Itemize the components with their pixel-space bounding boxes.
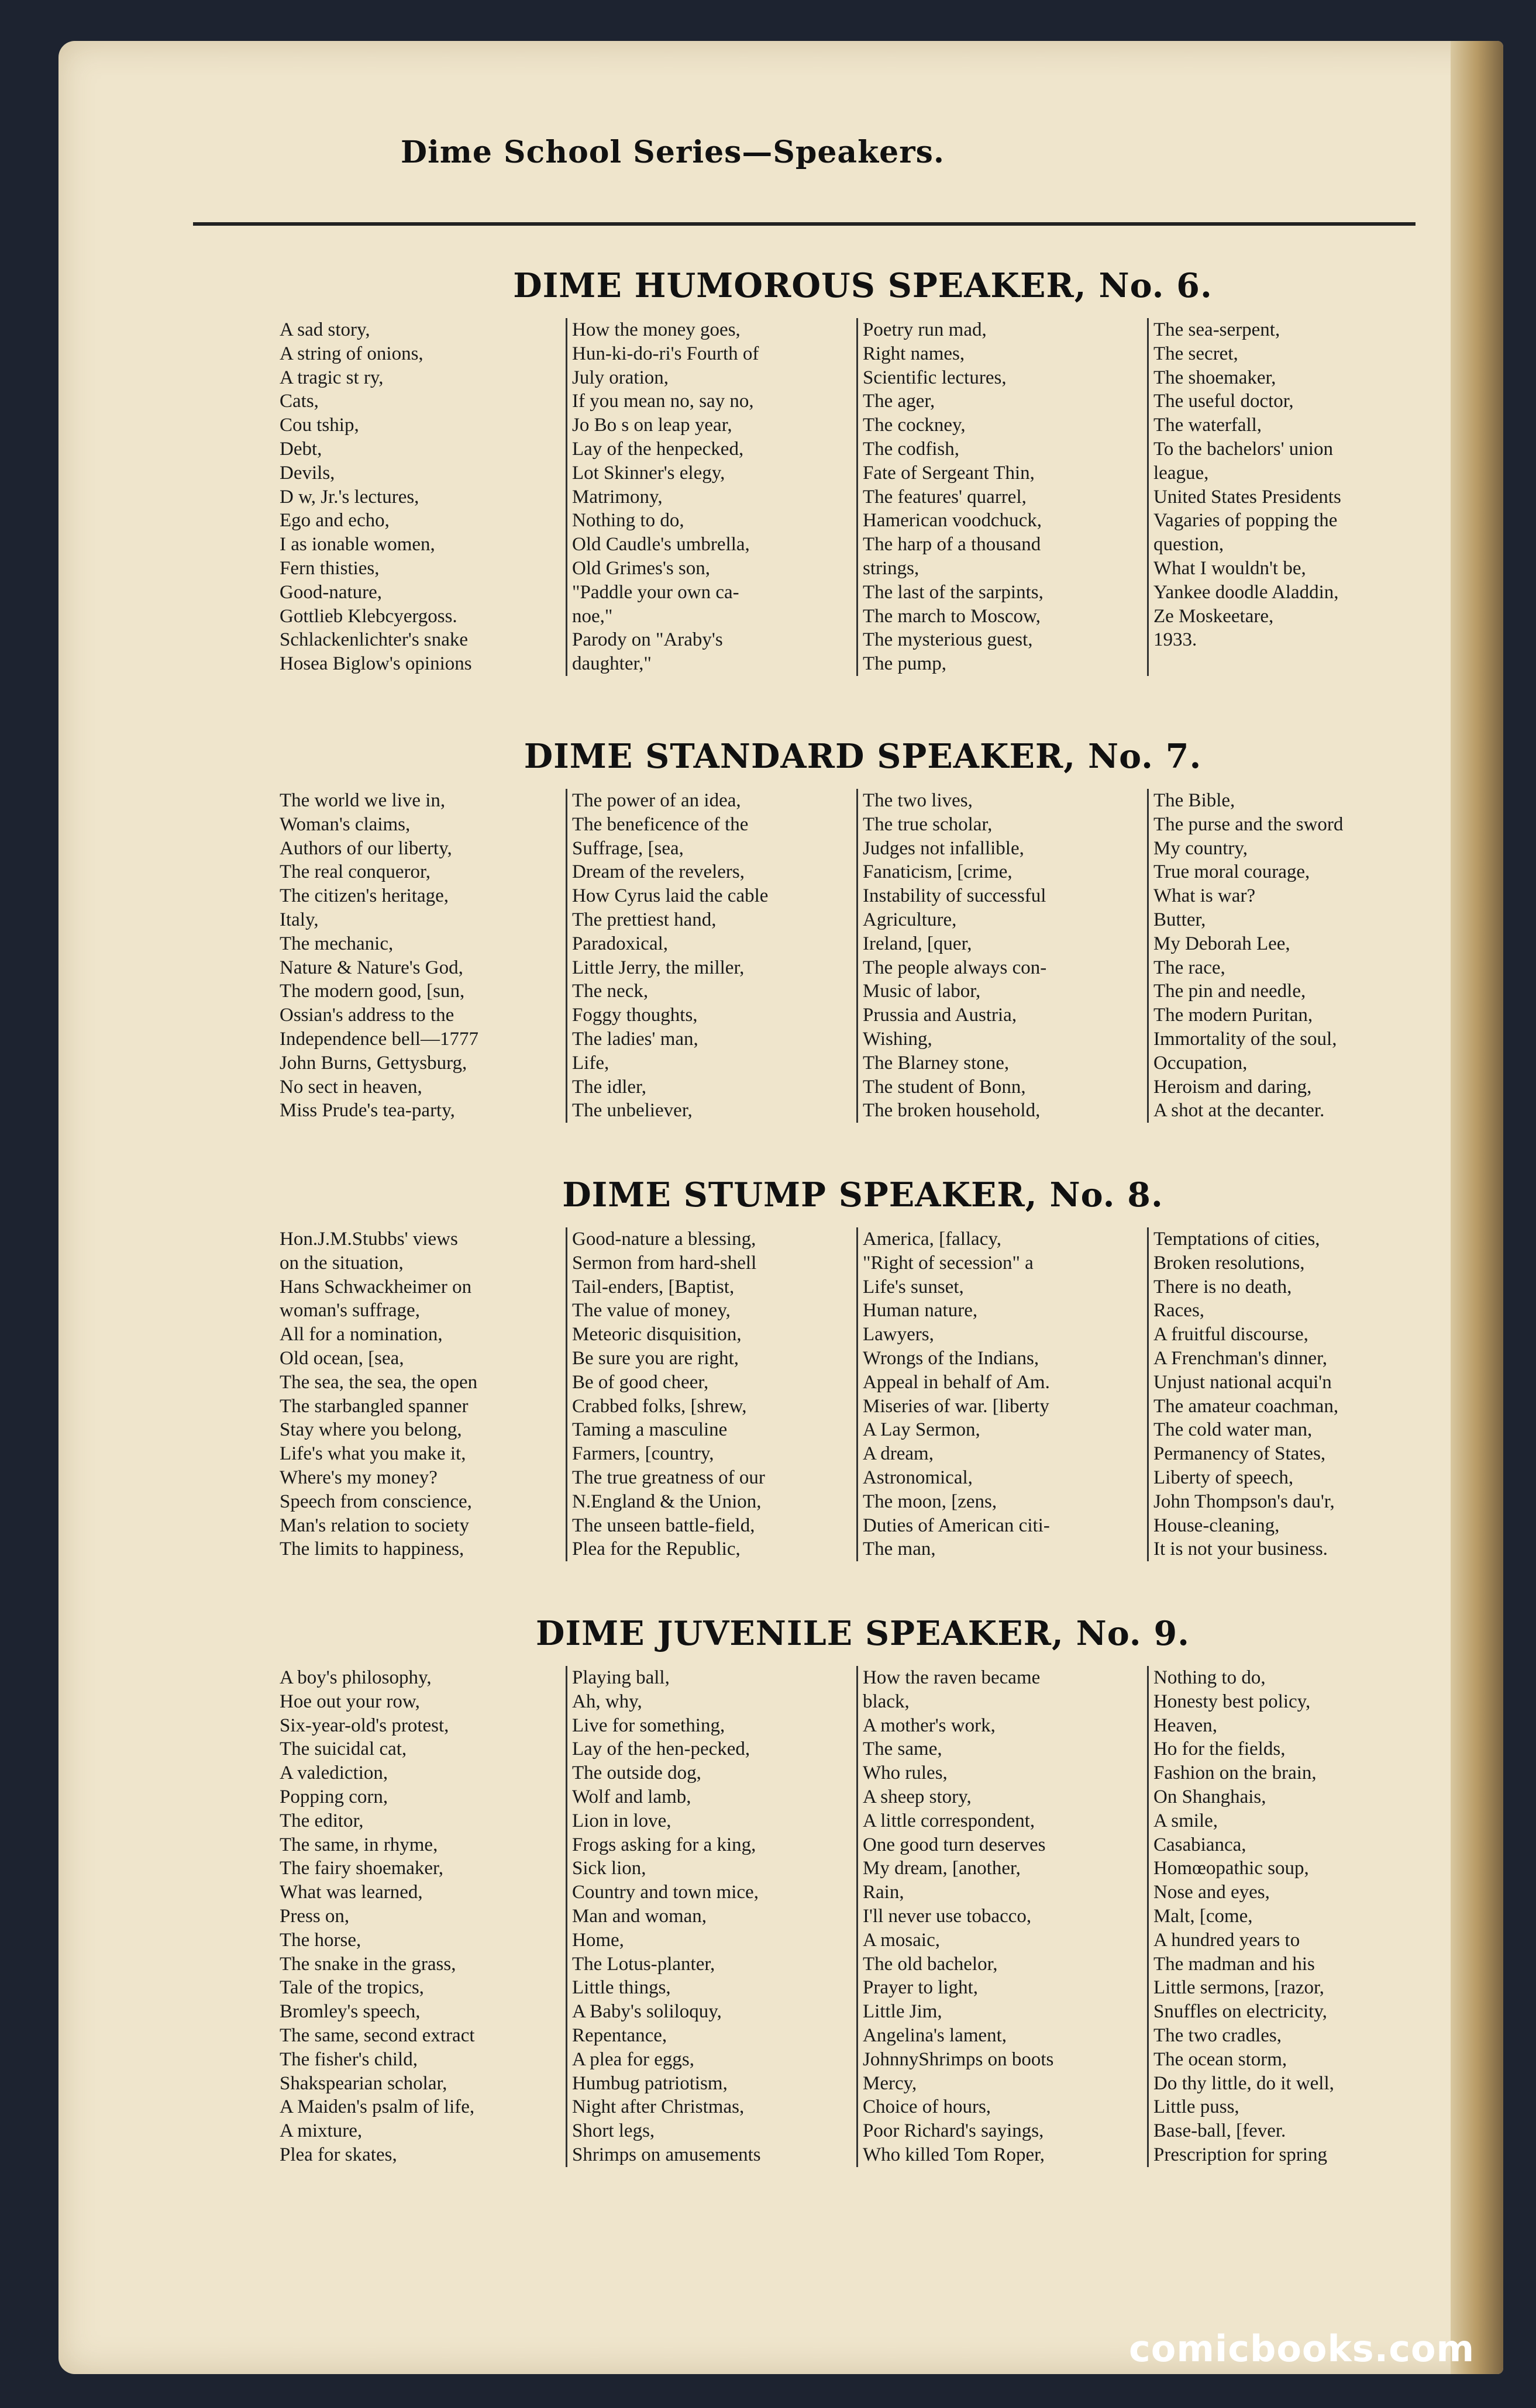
- list-item: A boy's philosophy,: [280, 1667, 432, 1688]
- list-item: Ego and echo,: [280, 510, 390, 532]
- list-item: Schlackenlichter's snake: [280, 629, 469, 651]
- list-item: Heroism and daring,: [1153, 1076, 1312, 1098]
- list-item: Temptations of cities,: [1153, 1229, 1320, 1250]
- list-item: Lion in love,: [572, 1810, 671, 1831]
- list-item: Night after Christmas,: [572, 2096, 745, 2118]
- list-item: Farmers, [country,: [572, 1443, 714, 1465]
- list-item: Hamerican voodchuck,: [863, 510, 1042, 532]
- list-item: A dream,: [863, 1443, 934, 1465]
- list-item: The waterfall,: [1153, 415, 1262, 436]
- column: [856, 318, 1147, 676]
- list-item: Sick lion,: [572, 1858, 646, 1879]
- list-item: The cockney,: [863, 415, 966, 436]
- list-item: Who killed Tom Roper,: [863, 2144, 1045, 2165]
- list-item: America, [fallacy,: [863, 1229, 1001, 1250]
- list-item: Ah, why,: [572, 1691, 642, 1712]
- list-item: On Shanghais,: [1153, 1786, 1266, 1807]
- list-item: Fern thisties,: [280, 557, 380, 579]
- list-item: Cats,: [280, 391, 319, 412]
- list-item: Liberty of speech,: [1153, 1467, 1294, 1488]
- list-item: A string of onions,: [280, 343, 423, 364]
- list-item: Hun-ki-do-ri's Fourth of: [572, 343, 759, 364]
- column: [1147, 1666, 1438, 2167]
- section-stump-speaker: [275, 1175, 1451, 1561]
- list-item: The harp of a thousand: [863, 534, 1041, 556]
- list-item: Angelina's lament,: [863, 2024, 1007, 2046]
- list-item: Rain,: [863, 1882, 904, 1903]
- list-item: The citizen's heritage,: [280, 885, 449, 907]
- list-item: N.England & the Union,: [572, 1491, 762, 1512]
- list-item: The neck,: [572, 981, 649, 1002]
- list-item: Wishing,: [863, 1028, 932, 1050]
- list-item: Lay of the henpecked,: [572, 438, 744, 460]
- list-item: The starbangled spanner: [280, 1395, 469, 1417]
- list-item: Press on,: [280, 1905, 350, 1927]
- list-item: The moon, [zens,: [863, 1491, 997, 1512]
- list-item: Paradoxical,: [572, 933, 669, 954]
- list-item: A Maiden's psalm of life,: [280, 2096, 475, 2118]
- list-item: Shakspearian scholar,: [280, 2072, 447, 2094]
- list-item: woman's suffrage,: [280, 1300, 420, 1322]
- list-item: Nothing to do,: [572, 510, 684, 532]
- list-item: The codfish,: [863, 438, 959, 460]
- section-title: DIME STANDARD SPEAKER, No. 7.: [524, 737, 1202, 776]
- list-item: The mysterious guest,: [863, 629, 1033, 651]
- list-item: My dream, [another,: [863, 1858, 1021, 1879]
- section-title: DIME HUMOROUS SPEAKER, No. 6.: [513, 266, 1213, 305]
- list-item: How the money goes,: [572, 319, 741, 340]
- list-item: Duties of American citi-: [863, 1515, 1050, 1536]
- list-item: Gottlieb Klebcyergoss.: [280, 605, 457, 627]
- list-item: The shoemaker,: [1153, 367, 1276, 388]
- list-item: Wolf and lamb,: [572, 1786, 691, 1807]
- list-item: A sheep story,: [863, 1786, 972, 1807]
- list-item: The student of Bonn,: [863, 1076, 1026, 1098]
- section-title: DIME JUVENILE SPEAKER, No. 9.: [535, 1614, 1190, 1653]
- list-item: The real conqueror,: [280, 861, 431, 883]
- list-item: Plea for skates,: [280, 2144, 397, 2165]
- list-item: Plea for the Republic,: [572, 1538, 741, 1560]
- list-item: Old Grimes's son,: [572, 557, 711, 579]
- list-item: Suffrage, [sea,: [572, 837, 684, 859]
- list-item: Little Jerry, the miller,: [572, 957, 745, 978]
- list-item: All for a nomination,: [280, 1324, 443, 1346]
- list-item: What is war?: [1153, 885, 1256, 907]
- list-item: The beneficence of the: [572, 813, 749, 835]
- list-item: A Lay Sermon,: [863, 1419, 980, 1441]
- list-item: What was learned,: [280, 1882, 423, 1903]
- list-item: league,: [1153, 462, 1209, 484]
- list-item: Matrimony,: [572, 486, 663, 508]
- list-item: Sermon from hard-shell: [572, 1252, 757, 1274]
- list-item: D w, Jr.'s lectures,: [280, 486, 419, 508]
- list-item: Base-ball, [fever.: [1153, 2120, 1286, 2142]
- list-item: "Right of secession" a: [863, 1252, 1034, 1274]
- list-item: The pump,: [863, 653, 946, 675]
- list-item: There is no death,: [1153, 1276, 1292, 1298]
- list-item: Nothing to do,: [1153, 1667, 1266, 1688]
- list-item: Unjust national acqui'n: [1153, 1371, 1332, 1393]
- list-item: Lawyers,: [863, 1324, 934, 1346]
- list-item: Dream of the revelers,: [572, 861, 745, 883]
- list-item: Good-nature a blessing,: [572, 1229, 756, 1250]
- list-item: Music of labor,: [863, 981, 981, 1002]
- column: [566, 1227, 856, 1561]
- list-item: A Baby's soliloquy,: [572, 2001, 722, 2023]
- list-item: black,: [863, 1691, 910, 1712]
- column: [1147, 789, 1438, 1123]
- list-item: Little sermons, [razor,: [1153, 1977, 1324, 1999]
- list-item: Ze Moskeetare,: [1153, 605, 1274, 627]
- list-item: The same, second extract: [280, 2024, 475, 2046]
- column: [275, 1666, 566, 2167]
- list-item: Taming a masculine: [572, 1419, 728, 1441]
- list-item: The true scholar,: [863, 813, 993, 835]
- column: [275, 1227, 566, 1561]
- list-item: Life's what you make it,: [280, 1443, 466, 1465]
- list-item: It is not your business.: [1153, 1538, 1328, 1560]
- list-item: Speech from conscience,: [280, 1491, 472, 1512]
- list-item: strings,: [863, 557, 919, 579]
- list-item: Little things,: [572, 1977, 671, 1999]
- section-juvenile-speaker: [275, 1614, 1451, 2167]
- list-item: A plea for eggs,: [572, 2048, 694, 2070]
- list-item: Meteoric disquisition,: [572, 1324, 742, 1346]
- list-item: The world we live in,: [280, 790, 446, 811]
- list-item: Who rules,: [863, 1762, 948, 1784]
- list-item: Authors of our liberty,: [280, 837, 452, 859]
- list-item: The prettiest hand,: [572, 909, 717, 930]
- list-item: Races,: [1153, 1300, 1205, 1322]
- running-head: Dime School Series—Speakers.: [400, 134, 945, 170]
- list-item: Crabbed folks, [shrew,: [572, 1395, 747, 1417]
- list-item: Mercy,: [863, 2072, 917, 2094]
- list-item: My Deborah Lee,: [1153, 933, 1290, 954]
- list-item: Choice of hours,: [863, 2096, 991, 2118]
- list-item: United States Presidents: [1153, 486, 1341, 508]
- list-item: The suicidal cat,: [280, 1738, 407, 1760]
- list-item: The modern Puritan,: [1153, 1005, 1313, 1026]
- list-item: The limits to happiness,: [280, 1538, 464, 1560]
- section-columns: [275, 1227, 1451, 1561]
- list-item: Hans Schwackheimer on: [280, 1276, 472, 1298]
- list-item: The march to Moscow,: [863, 605, 1041, 627]
- list-item: Ossian's address to the: [280, 1005, 454, 1026]
- list-item: JohnnyShrimps on boots: [863, 2048, 1054, 2070]
- list-item: A tragic st ry,: [280, 367, 384, 388]
- column: [856, 789, 1147, 1123]
- list-item: Devils,: [280, 462, 335, 484]
- list-item: The sea, the sea, the open: [280, 1371, 478, 1393]
- list-item: Good-nature,: [280, 581, 383, 603]
- list-item: question,: [1153, 534, 1224, 556]
- list-item: True moral courage,: [1153, 861, 1310, 883]
- list-item: The Blarney stone,: [863, 1052, 1010, 1074]
- list-item: Yankee doodle Aladdin,: [1153, 581, 1339, 603]
- section-columns: [275, 318, 1451, 676]
- list-item: Ireland, [quer,: [863, 933, 972, 954]
- list-item: No sect in heaven,: [280, 1076, 422, 1098]
- list-item: Six-year-old's protest,: [280, 1714, 449, 1736]
- section-columns: [275, 1666, 1451, 2167]
- list-item: 1933.: [1153, 629, 1197, 651]
- list-item: Homœopathic soup,: [1153, 1858, 1309, 1879]
- list-item: The editor,: [280, 1810, 364, 1831]
- list-item: Hosea Biglow's opinions: [280, 653, 472, 675]
- column: [1147, 318, 1438, 676]
- section-columns: [275, 789, 1451, 1123]
- list-item: A sad story,: [280, 319, 370, 340]
- list-item: Occupation,: [1153, 1052, 1248, 1074]
- list-item: Human nature,: [863, 1300, 978, 1322]
- list-item: The race,: [1153, 957, 1225, 978]
- list-item: The old bachelor,: [863, 1953, 998, 1975]
- list-item: House-cleaning,: [1153, 1515, 1280, 1536]
- list-item: I as ionable women,: [280, 534, 435, 556]
- list-item: Snuffles on electricity,: [1153, 2001, 1327, 2023]
- list-item: Ho for the fields,: [1153, 1738, 1286, 1760]
- list-item: A smile,: [1153, 1810, 1218, 1831]
- list-item: The pin and needle,: [1153, 981, 1306, 1002]
- header-rule: [193, 222, 1416, 226]
- list-item: The outside dog,: [572, 1762, 701, 1784]
- list-item: A fruitful discourse,: [1153, 1324, 1308, 1346]
- list-item: The true greatness of our: [572, 1467, 765, 1488]
- column: [275, 789, 566, 1123]
- list-item: A hundred years to: [1153, 1929, 1300, 1951]
- list-item: Poor Richard's sayings,: [863, 2120, 1044, 2142]
- list-item: The purse and the sword: [1153, 813, 1344, 835]
- list-item: Where's my money?: [280, 1467, 438, 1488]
- list-item: John Burns, Gettysburg,: [280, 1052, 467, 1074]
- list-item: How Cyrus laid the cable: [572, 885, 769, 907]
- list-item: Short legs,: [572, 2120, 655, 2142]
- list-item: The modern good, [sun,: [280, 981, 465, 1002]
- list-item: noe,": [572, 605, 613, 627]
- list-item: The Bible,: [1153, 790, 1235, 811]
- list-item: The features' quarrel,: [863, 486, 1027, 508]
- list-item: Live for something,: [572, 1714, 725, 1736]
- list-item: Right names,: [863, 343, 965, 364]
- list-item: Parody on "Araby's: [572, 629, 723, 651]
- list-item: Lay of the hen-pecked,: [572, 1738, 750, 1760]
- list-item: "Paddle your own ca-: [572, 581, 739, 603]
- list-item: The same,: [863, 1738, 942, 1760]
- list-item: Playing ball,: [572, 1667, 670, 1688]
- list-item: The useful doctor,: [1153, 391, 1294, 412]
- list-item: Heaven,: [1153, 1714, 1218, 1736]
- list-item: Shrimps on amusements: [572, 2144, 761, 2165]
- list-item: Wrongs of the Indians,: [863, 1347, 1039, 1369]
- list-item: Agriculture,: [863, 909, 957, 930]
- list-item: Prussia and Austria,: [863, 1005, 1017, 1026]
- list-item: Honesty best policy,: [1153, 1691, 1311, 1712]
- list-item: Stay where you belong,: [280, 1419, 462, 1441]
- list-item: Judges not infallible,: [863, 837, 1024, 859]
- list-item: The fairy shoemaker,: [280, 1858, 443, 1879]
- list-item: Foggy thoughts,: [572, 1005, 698, 1026]
- list-item: The ladies' man,: [572, 1028, 698, 1050]
- section-title: DIME STUMP SPEAKER, No. 8.: [562, 1175, 1163, 1215]
- list-item: One good turn deserves: [863, 1834, 1046, 1855]
- list-item: Fanaticism, [crime,: [863, 861, 1012, 883]
- list-item: Butter,: [1153, 909, 1206, 930]
- list-item: The people always con-: [863, 957, 1047, 978]
- list-item: Woman's claims,: [280, 813, 411, 835]
- list-item: If you mean no, say no,: [572, 391, 754, 412]
- list-item: The broken household,: [863, 1100, 1041, 1122]
- section-humorous-speaker: [275, 266, 1451, 676]
- list-item: The power of an idea,: [572, 790, 741, 811]
- list-item: Frogs asking for a king,: [572, 1834, 756, 1855]
- list-item: A mosaic,: [863, 1929, 940, 1951]
- list-item: Broken resolutions,: [1153, 1252, 1305, 1274]
- list-item: Bromley's speech,: [280, 2001, 421, 2023]
- list-item: The two lives,: [863, 790, 973, 811]
- column: [856, 1666, 1147, 2167]
- list-item: Cou tship,: [280, 415, 359, 436]
- column: [566, 1666, 856, 2167]
- list-item: How the raven became: [863, 1667, 1041, 1688]
- list-item: Instability of successful: [863, 885, 1046, 907]
- page-edge: [1451, 41, 1503, 2374]
- list-item: Man and woman,: [572, 1905, 707, 1927]
- list-item: John Thompson's dau'r,: [1153, 1491, 1335, 1512]
- column: [856, 1227, 1147, 1561]
- section-standard-speaker: [275, 737, 1451, 1123]
- list-item: Old Caudle's umbrella,: [572, 534, 750, 556]
- list-item: Fate of Sergeant Thin,: [863, 462, 1035, 484]
- list-item: The cold water man,: [1153, 1419, 1313, 1441]
- list-item: A valediction,: [280, 1762, 388, 1784]
- list-item: Life's sunset,: [863, 1276, 964, 1298]
- list-item: The sea-serpent,: [1153, 319, 1280, 340]
- list-item: The idler,: [572, 1076, 646, 1098]
- list-item: The ocean storm,: [1153, 2048, 1287, 2070]
- list-item: Hoe out your row,: [280, 1691, 420, 1712]
- list-item: Do thy little, do it well,: [1153, 2072, 1334, 2094]
- column: [566, 789, 856, 1123]
- list-item: Hon.J.M.Stubbs' views: [280, 1229, 458, 1250]
- list-item: Life,: [572, 1052, 609, 1074]
- list-item: Vagaries of popping the: [1153, 510, 1338, 532]
- list-item: The ager,: [863, 391, 935, 412]
- list-item: The amateur coachman,: [1153, 1395, 1339, 1417]
- list-item: My country,: [1153, 837, 1248, 859]
- list-item: Casabianca,: [1153, 1834, 1246, 1855]
- list-item: Scientific lectures,: [863, 367, 1007, 388]
- list-item: What I wouldn't be,: [1153, 557, 1306, 579]
- list-item: A shot at the decanter.: [1153, 1100, 1325, 1122]
- list-item: Astronomical,: [863, 1467, 973, 1488]
- list-item: The same, in rhyme,: [280, 1834, 438, 1855]
- list-item: Tail-enders, [Baptist,: [572, 1276, 735, 1298]
- list-item: To the bachelors' union: [1153, 438, 1333, 460]
- list-item: The madman and his: [1153, 1953, 1315, 1975]
- list-item: daughter,": [572, 653, 652, 675]
- column: [1147, 1227, 1438, 1561]
- list-item: Independence bell—1777: [280, 1028, 478, 1050]
- list-item: Repentance,: [572, 2024, 667, 2046]
- list-item: Prescription for spring: [1153, 2144, 1327, 2165]
- list-item: Humbug patriotism,: [572, 2072, 728, 2094]
- list-item: The Lotus-planter,: [572, 1953, 715, 1975]
- list-item: A Frenchman's dinner,: [1153, 1347, 1327, 1369]
- list-item: Old ocean, [sea,: [280, 1347, 404, 1369]
- list-item: The unseen battle-field,: [572, 1515, 755, 1536]
- list-item: July oration,: [572, 367, 669, 388]
- list-item: I'll never use tobacco,: [863, 1905, 1032, 1927]
- column: [566, 318, 856, 676]
- column: [275, 318, 566, 676]
- list-item: The two cradles,: [1153, 2024, 1282, 2046]
- list-item: Man's relation to society: [280, 1515, 469, 1536]
- list-item: A mixture,: [280, 2120, 363, 2142]
- list-item: Little puss,: [1153, 2096, 1239, 2118]
- list-item: Be of good cheer,: [572, 1371, 709, 1393]
- list-item: Popping corn,: [280, 1786, 388, 1807]
- list-item: Tale of the tropics,: [280, 1977, 424, 1999]
- list-item: Jo Bo s on leap year,: [572, 415, 732, 436]
- list-item: A little correspondent,: [863, 1810, 1035, 1831]
- list-item: Debt,: [280, 438, 322, 460]
- list-item: Permanency of States,: [1153, 1443, 1326, 1465]
- list-item: The last of the sarpints,: [863, 581, 1043, 603]
- list-item: Prayer to light,: [863, 1977, 979, 1999]
- list-item: Immortality of the soul,: [1153, 1028, 1337, 1050]
- list-item: The horse,: [280, 1929, 361, 1951]
- list-item: Nose and eyes,: [1153, 1882, 1270, 1903]
- list-item: The mechanic,: [280, 933, 394, 954]
- list-item: Lot Skinner's elegy,: [572, 462, 725, 484]
- watermark: comicbooks.com: [1129, 2327, 1475, 2370]
- list-item: The secret,: [1153, 343, 1238, 364]
- list-item: Appeal in behalf of Am.: [863, 1371, 1050, 1393]
- list-item: The value of money,: [572, 1300, 731, 1322]
- list-item: Fashion on the brain,: [1153, 1762, 1317, 1784]
- list-item: The unbeliever,: [572, 1100, 693, 1122]
- list-item: on the situation,: [280, 1252, 404, 1274]
- list-item: Home,: [572, 1929, 624, 1951]
- list-item: The snake in the grass,: [280, 1953, 456, 1975]
- list-item: Malt, [come,: [1153, 1905, 1253, 1927]
- list-item: A mother's work,: [863, 1714, 996, 1736]
- list-item: Country and town mice,: [572, 1882, 759, 1903]
- list-item: Nature & Nature's God,: [280, 957, 463, 978]
- list-item: Miss Prude's tea-party,: [280, 1100, 455, 1122]
- list-item: Miseries of war. [liberty: [863, 1395, 1049, 1417]
- list-item: Be sure you are right,: [572, 1347, 739, 1369]
- list-item: Italy,: [280, 909, 319, 930]
- list-item: Little Jim,: [863, 2001, 942, 2023]
- list-item: The man,: [863, 1538, 936, 1560]
- list-item: The fisher's child,: [280, 2048, 418, 2070]
- list-item: Poetry run mad,: [863, 319, 987, 340]
